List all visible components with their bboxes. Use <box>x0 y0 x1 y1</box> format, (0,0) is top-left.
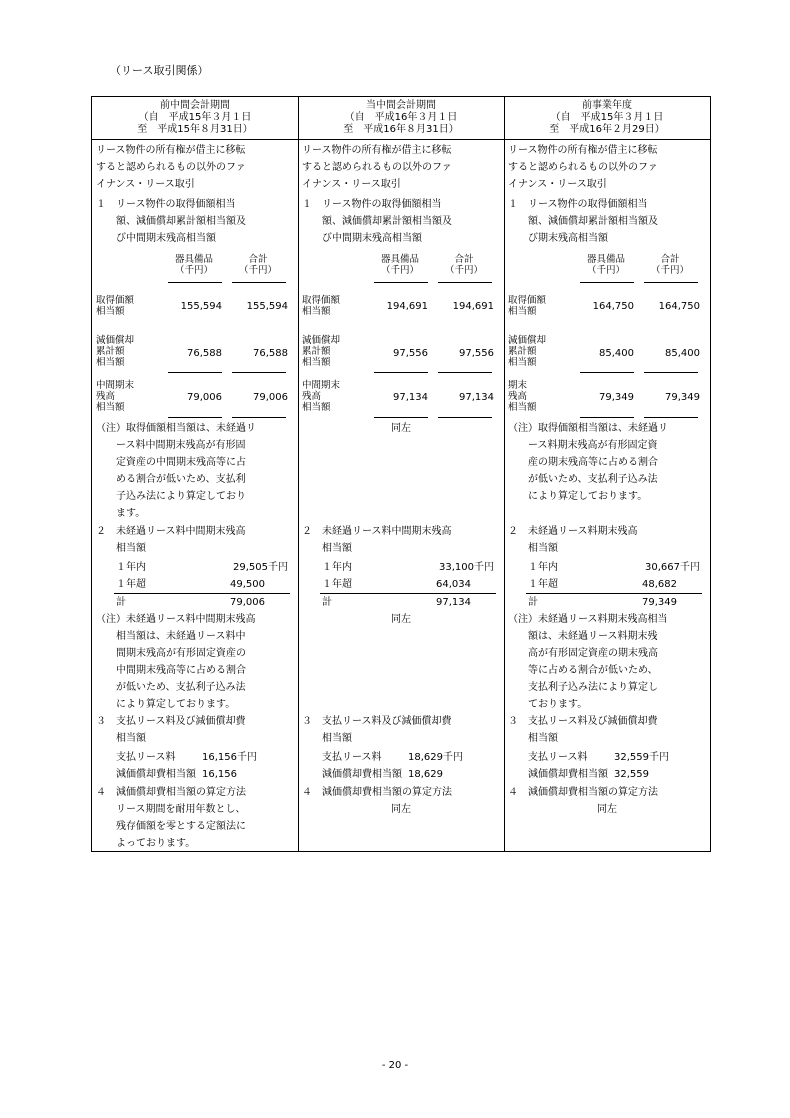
col-head-equipment: 器具備品 （千円） <box>174 254 213 276</box>
row-balance-equipment: 79,006 <box>187 392 222 403</box>
column-header: 前事業年度 （自 平成15年３月１日 至 平成16年２月29日） <box>549 100 665 135</box>
note-2: （注）未経過リース料中間期末残高 相当額は、未経過リース料中 間期末残高が有形固定資産の 中間期末残高等に占める割合 が低いため、支払利子込み法 により算定しております。 <box>96 614 256 710</box>
intro-text: リース物件の所有権が借主に移転 すると認められるもの以外のファ イナンス・リース取引 <box>302 145 452 190</box>
section-3-heading: ３ 支払リース料及び減価償却費 相当額 <box>96 716 246 744</box>
depreciation-equiv-value: 32,559 <box>614 769 649 780</box>
lease-payment-label: 支払リース料 <box>322 752 382 763</box>
section-4-heading: ４ 減価償却費相当額の算定方法 <box>96 787 246 798</box>
row-balance-total: 79,006 <box>253 392 288 403</box>
row-depreciation-total: 76,588 <box>253 348 288 359</box>
col-head-equipment: 器具備品 （千円） <box>380 254 419 276</box>
lease-payment-label: 支払リース料 <box>528 752 588 763</box>
column-prev-interim <box>92 97 298 851</box>
row-balance-label: 中間期末 残高 相当額 <box>302 380 341 413</box>
row-depreciation-equipment: 76,588 <box>187 348 222 359</box>
section-1-heading: １ リース物件の取得価額相当 額、減価償却累計額相当額及 び中間期末残高相当額 <box>302 199 452 244</box>
within-one-year-value: 29,505千円 <box>233 562 288 573</box>
column-prev-fiscal-year <box>504 97 710 851</box>
depreciation-equiv-value: 16,156 <box>202 769 237 780</box>
within-one-year-value: 30,667千円 <box>645 562 700 573</box>
lease-payment-label: 支払リース料 <box>116 752 176 763</box>
section-4-body: リース期間を耐用年数とし、 残存価額を零とする定額法に よっております。 <box>116 804 246 849</box>
section-1-heading: １ リース物件の取得価額相当 額、減価償却累計額相当額及 び中間期末残高相当額 <box>96 199 246 244</box>
section-4-same-as-left: 同左 <box>597 804 617 815</box>
col-head-equipment: 器具備品 （千円） <box>586 254 625 276</box>
lease-payment-value: 18,629千円 <box>408 752 463 763</box>
note-2: （注）未経過リース料期末残高相当 額は、未経過リース料期末残 高が有形固定資産の期末残高 等に占める割合が低いため、 支払利子込み法により算定し ております。 <box>508 614 668 710</box>
section-4-same-as-left: 同左 <box>391 804 411 815</box>
section-4-heading: ４ 減価償却費相当額の算定方法 <box>508 787 658 798</box>
row-balance-label: 中間期末 残高 相当額 <box>96 380 135 413</box>
row-depreciation-equipment: 85,400 <box>599 348 634 359</box>
row-balance-label: 期末 残高 相当額 <box>508 380 537 413</box>
row-balance-equipment: 79,349 <box>599 392 634 403</box>
total-label: 計 <box>322 597 332 608</box>
row-acquisition-total: 164,750 <box>658 301 700 312</box>
section-2-heading: ２ 未経過リース料中間期末残高 相当額 <box>96 526 246 554</box>
note-2-same-as-left: 同左 <box>391 614 411 625</box>
within-one-year-label: １年内 <box>322 562 352 573</box>
row-acquisition-label: 取得価額 相当額 <box>508 295 547 317</box>
over-one-year-value: 48,682 <box>642 579 677 590</box>
depreciation-equiv-label: 減価償却費相当額 <box>322 769 402 780</box>
total-value: 79,349 <box>642 597 677 608</box>
total-label: 計 <box>116 597 126 608</box>
row-balance-equipment: 97,134 <box>393 392 428 403</box>
lease-payment-value: 32,559千円 <box>614 752 669 763</box>
note-1-same-as-left: 同左 <box>391 423 411 434</box>
total-value: 97,134 <box>436 597 471 608</box>
column-header: 当中間会計期間 （自 平成16年３月１日 至 平成16年８月31日） <box>343 100 459 135</box>
page-number: - 20 - <box>381 1060 409 1071</box>
section-title: （リース取引関係） <box>110 64 209 77</box>
note-1: （注）取得価額相当額は、未経過リ ース料中間期末残高が有形固 定資産の中間期末残高等に占 める割合が低いため、支払利 子込み法により算定しており ます。 <box>96 423 256 519</box>
col-head-total: 合計 （千円） <box>650 254 689 276</box>
within-one-year-label: １年内 <box>528 562 558 573</box>
column-current-interim <box>298 97 504 851</box>
column-header: 前中間会計期間 （自 平成15年３月１日 至 平成15年８月31日） <box>137 100 253 135</box>
over-one-year-label: １年超 <box>116 579 146 590</box>
within-one-year-value: 33,100千円 <box>439 562 494 573</box>
over-one-year-label: １年超 <box>322 579 352 590</box>
row-acquisition-total: 194,691 <box>452 301 494 312</box>
section-4-heading: ４ 減価償却費相当額の算定方法 <box>302 787 452 798</box>
within-one-year-label: １年内 <box>116 562 146 573</box>
note-1: （注）取得価額相当額は、未経過リ ース料期末残高が有形固定資 産の期末残高等に占める割合 が低いため、支払利子込み法 により算定しております。 <box>508 423 668 502</box>
section-1-heading: １ リース物件の取得価額相当 額、減価償却累計額相当額及 び期末残高相当額 <box>508 199 658 244</box>
intro-text: リース物件の所有権が借主に移転 すると認められるもの以外のファ イナンス・リース取引 <box>96 145 246 190</box>
row-balance-total: 97,134 <box>459 392 494 403</box>
section-2-heading: ２ 未経過リース料中間期末残高 相当額 <box>302 526 452 554</box>
row-depreciation-label: 減価償却 累計額 相当額 <box>302 335 341 368</box>
col-head-total: 合計 （千円） <box>444 254 483 276</box>
section-3-heading: ３ 支払リース料及び減価償却費 相当額 <box>302 716 452 744</box>
depreciation-equiv-label: 減価償却費相当額 <box>528 769 608 780</box>
total-label: 計 <box>528 597 538 608</box>
row-depreciation-total: 97,556 <box>459 348 494 359</box>
row-acquisition-label: 取得価額 相当額 <box>96 295 135 317</box>
depreciation-equiv-label: 減価償却費相当額 <box>116 769 196 780</box>
row-acquisition-equipment: 194,691 <box>386 301 428 312</box>
intro-text: リース物件の所有権が借主に移転 すると認められるもの以外のファ イナンス・リース取引 <box>508 145 658 190</box>
row-acquisition-equipment: 164,750 <box>592 301 634 312</box>
row-depreciation-label: 減価償却 累計額 相当額 <box>508 335 547 368</box>
section-3-heading: ３ 支払リース料及び減価償却費 相当額 <box>508 716 658 744</box>
row-balance-total: 79,349 <box>665 392 700 403</box>
lease-payment-value: 16,156千円 <box>202 752 257 763</box>
section-2-heading: ２ 未経過リース料期末残高 相当額 <box>508 526 638 554</box>
lease-table <box>91 96 711 852</box>
over-one-year-label: １年超 <box>528 579 558 590</box>
over-one-year-value: 64,034 <box>436 579 471 590</box>
row-depreciation-total: 85,400 <box>665 348 700 359</box>
row-depreciation-label: 減価償却 累計額 相当額 <box>96 335 135 368</box>
row-acquisition-equipment: 155,594 <box>180 301 222 312</box>
row-depreciation-equipment: 97,556 <box>393 348 428 359</box>
row-acquisition-label: 取得価額 相当額 <box>302 295 341 317</box>
row-acquisition-total: 155,594 <box>246 301 288 312</box>
depreciation-equiv-value: 18,629 <box>408 769 443 780</box>
over-one-year-value: 49,500 <box>230 579 265 590</box>
col-head-total: 合計 （千円） <box>238 254 277 276</box>
total-value: 79,006 <box>230 597 265 608</box>
